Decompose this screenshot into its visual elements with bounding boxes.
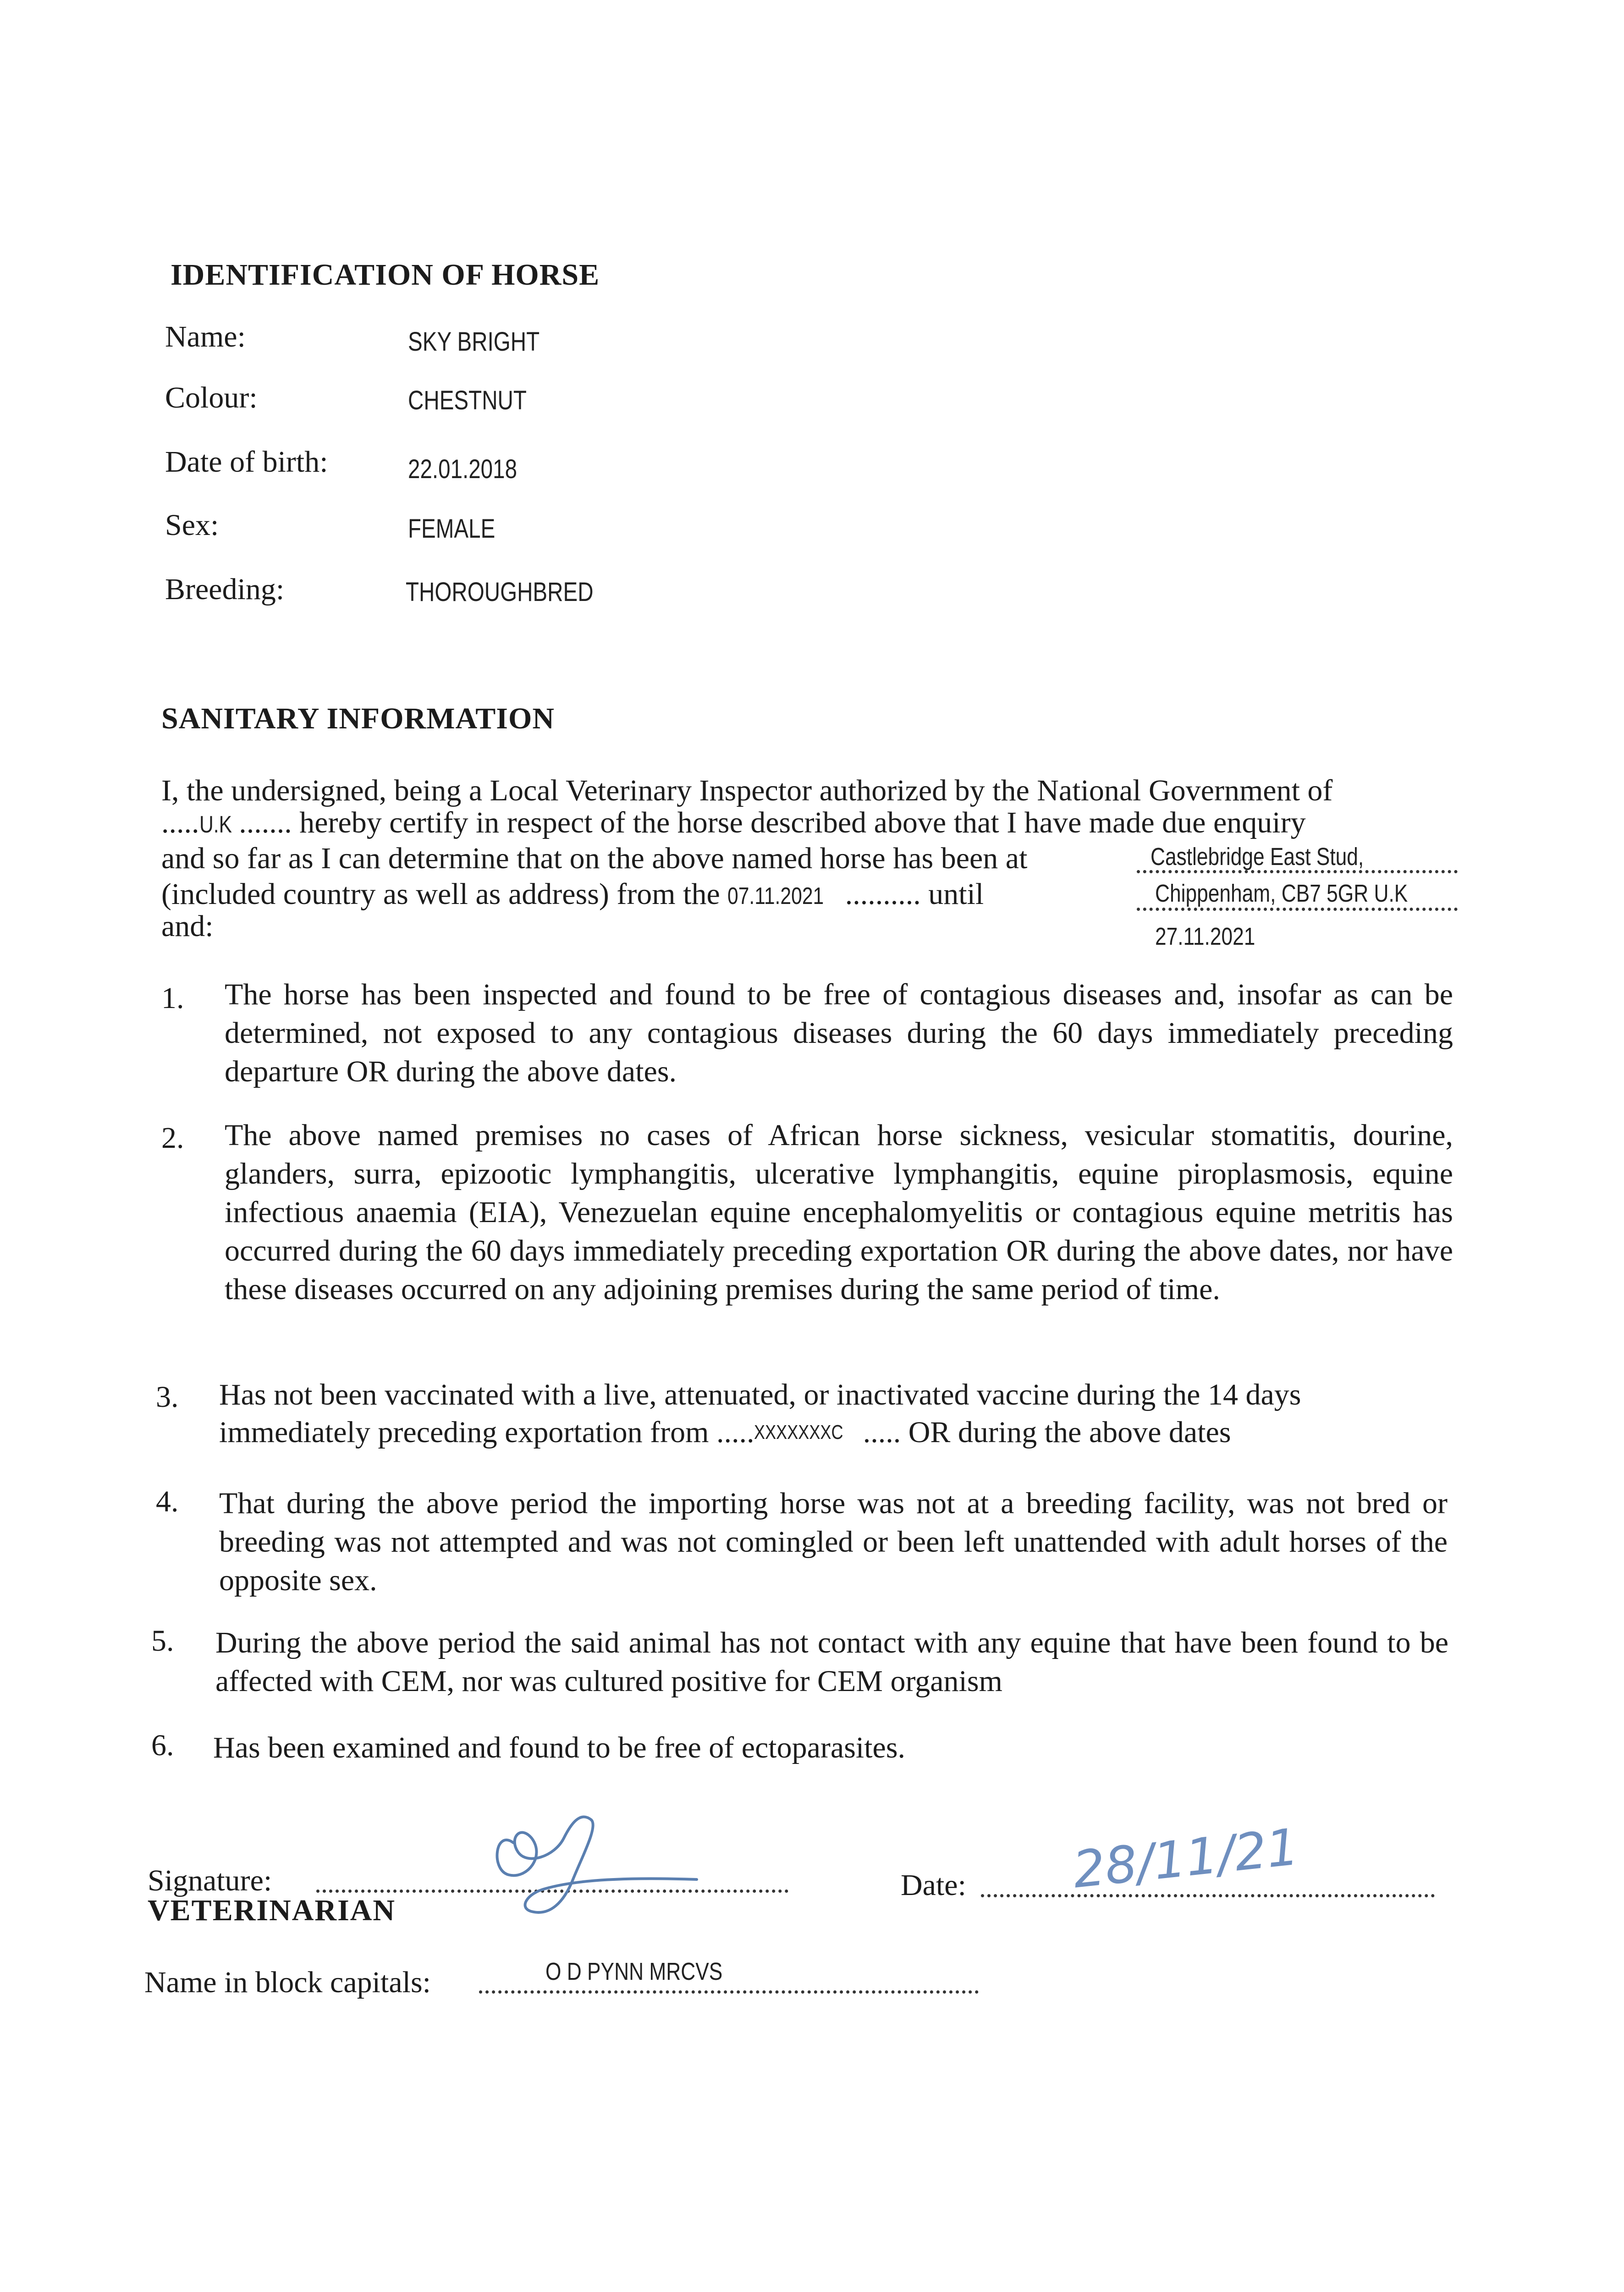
field-value-breeding: THOROUGHBRED (406, 577, 594, 607)
signature-mark (477, 1802, 733, 1925)
intro-address-line-1: Castlebridge East Stud, (1151, 843, 1364, 871)
veterinarian-label: VETERINARIAN (148, 1894, 396, 1927)
name-dotted-line (479, 1986, 979, 1994)
item-5-text: During the above period the said animal has not contact with any equine that have been found to be affected with CEM, nor was cultured positive for CEM organism (215, 1626, 1448, 1698)
intro-dots: ..... (161, 806, 199, 839)
field-label-colour: Colour: (165, 381, 258, 414)
intro-line-1: I, the undersigned, being a Local Veterinary Inspector authorized by the National Government of (161, 774, 1333, 807)
item-2-text: The above named premises no cases of African horse sickness, vesicular stomatitis, dourine, glanders, surra, epizootic lymphangitis, ulcerative lymphangitis, equine piroplasmosis, equine infectious anaemia (EIA), Venezuelan equine encephalomyelitis or contagious equine metritis has occurred during the 60 days immediately preceding exportation OR during the above dates, nor have these diseases occurred on any adjoining premises during the same period of time. (225, 1118, 1453, 1306)
intro-line-2-rest: hereby certify in respect of the horse described above that I have made due enquiry (299, 806, 1306, 839)
field-label-name: Name: (165, 320, 246, 353)
field-label-breeding: Breeding: (165, 573, 285, 606)
intro-from-date: 07.11.2021 (727, 883, 824, 909)
intro-line-4: (included country as well as address) from the 07.11.2021 .......... until (161, 875, 984, 916)
address-dotted-line (1137, 865, 1458, 873)
item-3-line-2: immediately preceding exportation from .....XXXXXXXC ..... OR during the above dates (219, 1413, 1231, 1452)
item-3-handwritten: XXXXXXXC (754, 1421, 844, 1444)
intro-until-date: 27.11.2021 (1155, 923, 1255, 950)
item-4-text: That during the above period the importing horse was not at a breeding facility, was not bred or breeding was not attempted and was not comingled or been left unattended with adult horses of the opposite sex. (219, 1487, 1448, 1597)
intro-line-3: and so far as I can determine that on the above named horse has been at (161, 842, 1028, 875)
field-label-dob: Date of birth: (165, 445, 328, 479)
item-6-number: 6. (151, 1729, 174, 1762)
intro-line-4-text: (included country as well as address) from the (161, 877, 720, 911)
until-dotted-line (1137, 903, 1458, 911)
item-5-number: 5. (151, 1624, 174, 1658)
item-1-text: The horse has been inspected and found to be free of contagious diseases and, insofar as can be determined, not exposed to any contagious diseases during the 60 days immediately preceding departure OR during the above dates. (225, 978, 1453, 1088)
intro-address-line-2: Chippenham, CB7 5GR U.K (1155, 880, 1408, 907)
item-3-line-2-pre: immediately preceding exportation from (219, 1416, 709, 1449)
date-label: Date: (901, 1868, 966, 1902)
date-value: 28/11/21 (1070, 1817, 1302, 1900)
sanitary-heading: SANITARY INFORMATION (161, 702, 555, 735)
field-value-dob: 22.01.2018 (408, 454, 517, 484)
date-dotted-line (981, 1890, 1435, 1897)
field-value-colour: CHESTNUT (408, 386, 527, 415)
signature-label: Signature: (148, 1864, 272, 1897)
field-value-name: SKY BRIGHT (408, 327, 540, 357)
item-3-line-1: Has not been vaccinated with a live, attenuated, or inactivated vaccine during the 14 days (219, 1378, 1301, 1411)
item-4-number: 4. (156, 1485, 179, 1518)
field-label-sex: Sex: (165, 508, 219, 542)
identification-heading: IDENTIFICATION OF HORSE (171, 258, 600, 292)
intro-until-word: until (928, 877, 984, 911)
name-value: O D PYNN MRCVS (545, 1958, 723, 1985)
item-1-number: 1. (161, 981, 184, 1015)
intro-country: U.K (199, 811, 232, 838)
item-3-line-2-post: OR during the above dates (908, 1416, 1231, 1449)
name-label: Name in block capitals: (144, 1966, 431, 1999)
intro-and-word: and: (161, 909, 214, 943)
item-6-text: Has been examined and found to be free of ectoparasites. (213, 1731, 906, 1764)
item-3-number: 3. (156, 1380, 179, 1414)
intro-line-2: .....U.K ....... hereby certify in respect of the horse described above that I have made due enquiry (161, 803, 1306, 844)
item-2-number: 2. (161, 1121, 184, 1155)
field-value-sex: FEMALE (408, 514, 495, 544)
